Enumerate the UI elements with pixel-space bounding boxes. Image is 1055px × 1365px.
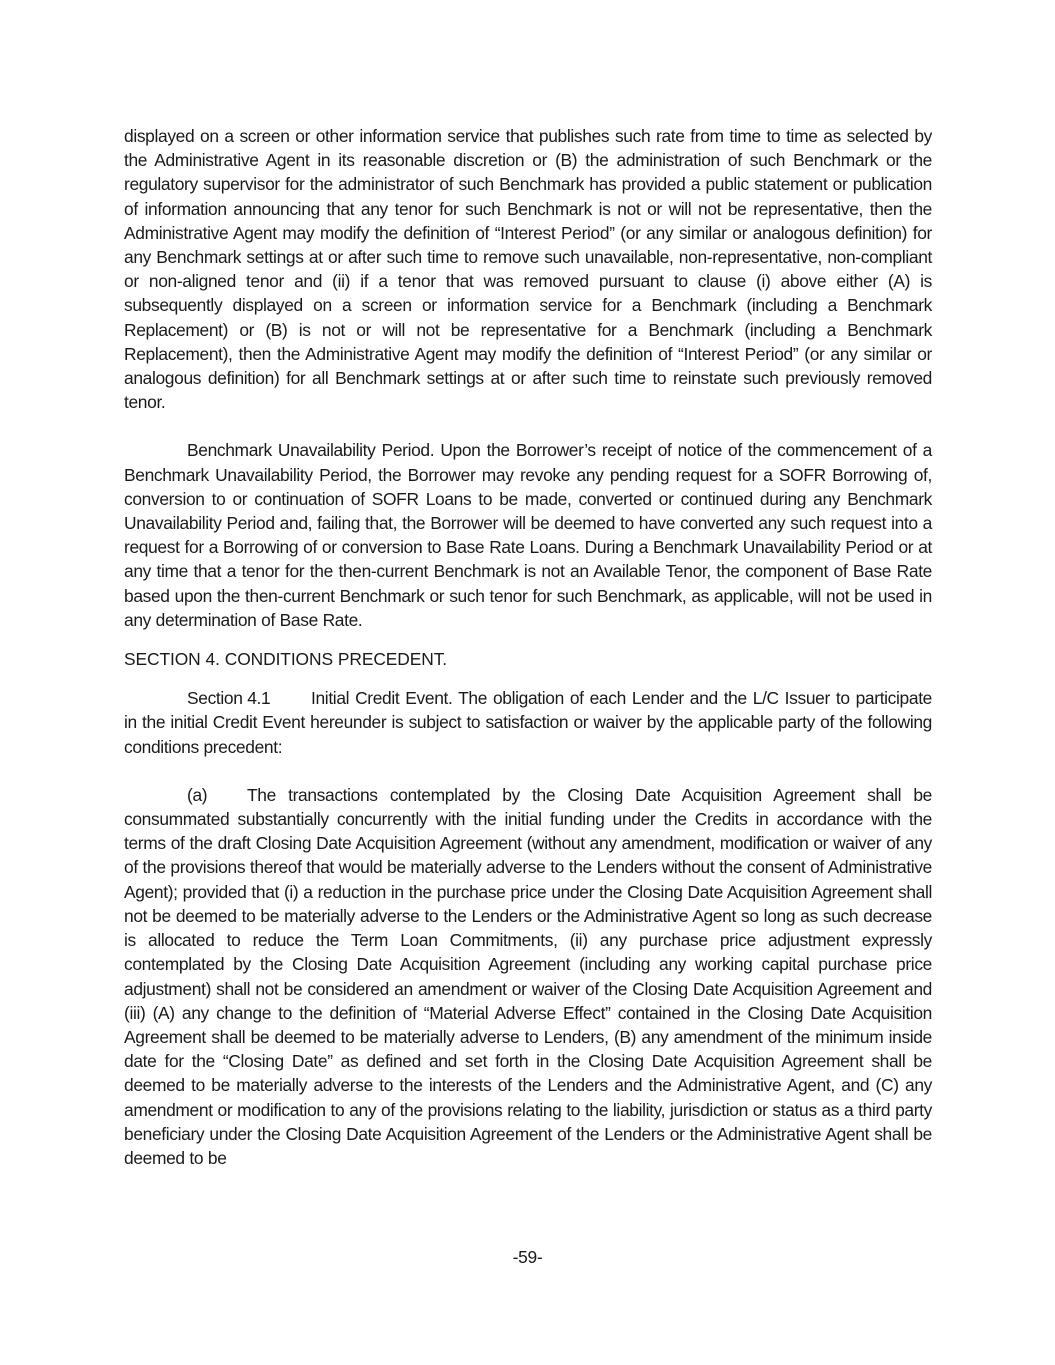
- document-page: [124, 124, 932, 1170]
- continuation-paragraph: displayed on a screen or other information service that publishes such rate from time to time as selected by the Administrative Agent in its reasonable discretion or (B) the administration of such Benchmark or the regulatory supervisor for the administrator of such Benchmark has provided a public statement or publication of information announcing that any tenor for such Benchmark is not or will not be representative, then the Administrative Agent may modify the definition of “Interest Period” (or any similar or analogous definition) for any Benchmark settings at or after such time to remove such unavailable, non-representative, non-compliant or non-aligned tenor and (ii) if a tenor that was removed pursuant to clause (i) above either (A) is subsequently displayed on a screen or information service for a Benchmark (including a Benchmark Replacement) or (B) is not or will not be representative for a Benchmark (including a Benchmark Replacement), then the Administrative Agent may modify the definition of “Interest Period” (or any similar or analogous definition) for all Benchmark settings at or after such time to reinstate such previously removed tenor.: [124, 126, 932, 413]
- section-number: Section 4.1: [187, 688, 271, 709]
- page-number: -59-: [512, 1247, 543, 1267]
- item-label: (a): [187, 784, 208, 805]
- item-a-text: The transactions contemplated by the Closing Date Acquisition Agreement shall be consummated substantially concurrently with the initial funding under the Credits in accordance with the terms of the draft Closing Date Acquisition Agreement (without any amendment, modification or waiver of any of the provisions thereof that would be materially adverse to the Lenders without the consent of Administrative Agent); provided that (i) a reduction in the purchase price under the Closing Date Acquisition Agreement shall not be deemed to be materially adverse to the Lenders or the Administrative Agent so long as such decrease is allocated to reduce the Term Loan Commitments, (ii) any purchase price adjustment expressly contemplated by the Closing Date Acquisition Agreement (including any working capital purchase price adjustment) shall not be considered an amendment or waiver of the Closing Date Acquisition Agreement and (iii) (A) any change to the definition of “Material Adverse Effect” contained in the Closing Date Acquisition Agreement shall be deemed to be materially adverse to Lenders, (B) any amendment of the minimum inside date for the “Closing Date” as defined and set forth in the Closing Date Acquisition Agreement shall be deemed to be materially adverse to the interests of the Lenders and the Administrative Agent, and (C) any amendment or modification to any of the provisions relating to the liability, jurisdiction or status as a third party beneficiary under the Closing Date Acquisition Agreement of the Lenders or the Administrative Agent shall be deemed to be: [124, 784, 932, 1168]
- item-a-paragraph: [124, 783, 932, 1170]
- benchmark-unavailability-paragraph: Benchmark Unavailability Period. Upon the Borrower’s receipt of notice of the commencement of a Benchmark Unavailability Period, the Borrower may revoke any pending request for a SOFR Borrowing of, conversion to or continuation of SOFR Loans to be made, converted or continued during any Benchmark Unavailability Period and, failing that, the Borrower will be deemed to have converted any such request into a request for a Borrowing of or conversion to Base Rate Loans. During a Benchmark Unavailability Period or at any time that a tenor for the then-current Benchmark is not an Available Tenor, the component of Base Rate based upon the then-current Benchmark or such tenor for such Benchmark, as applicable, will not be used in any determination of Base Rate.: [124, 440, 932, 630]
- section-4-1-text: Initial Credit Event. The obligation of each Lender and the L/C Issuer to participate in the initial Credit Event hereunder is subject to satisfaction or waiver by the applicable party of the following conditions precedent:: [124, 688, 932, 757]
- section-heading: SECTION 4. CONDITIONS PRECEDENT.: [124, 649, 448, 670]
- section-4-1-paragraph: [124, 686, 932, 759]
